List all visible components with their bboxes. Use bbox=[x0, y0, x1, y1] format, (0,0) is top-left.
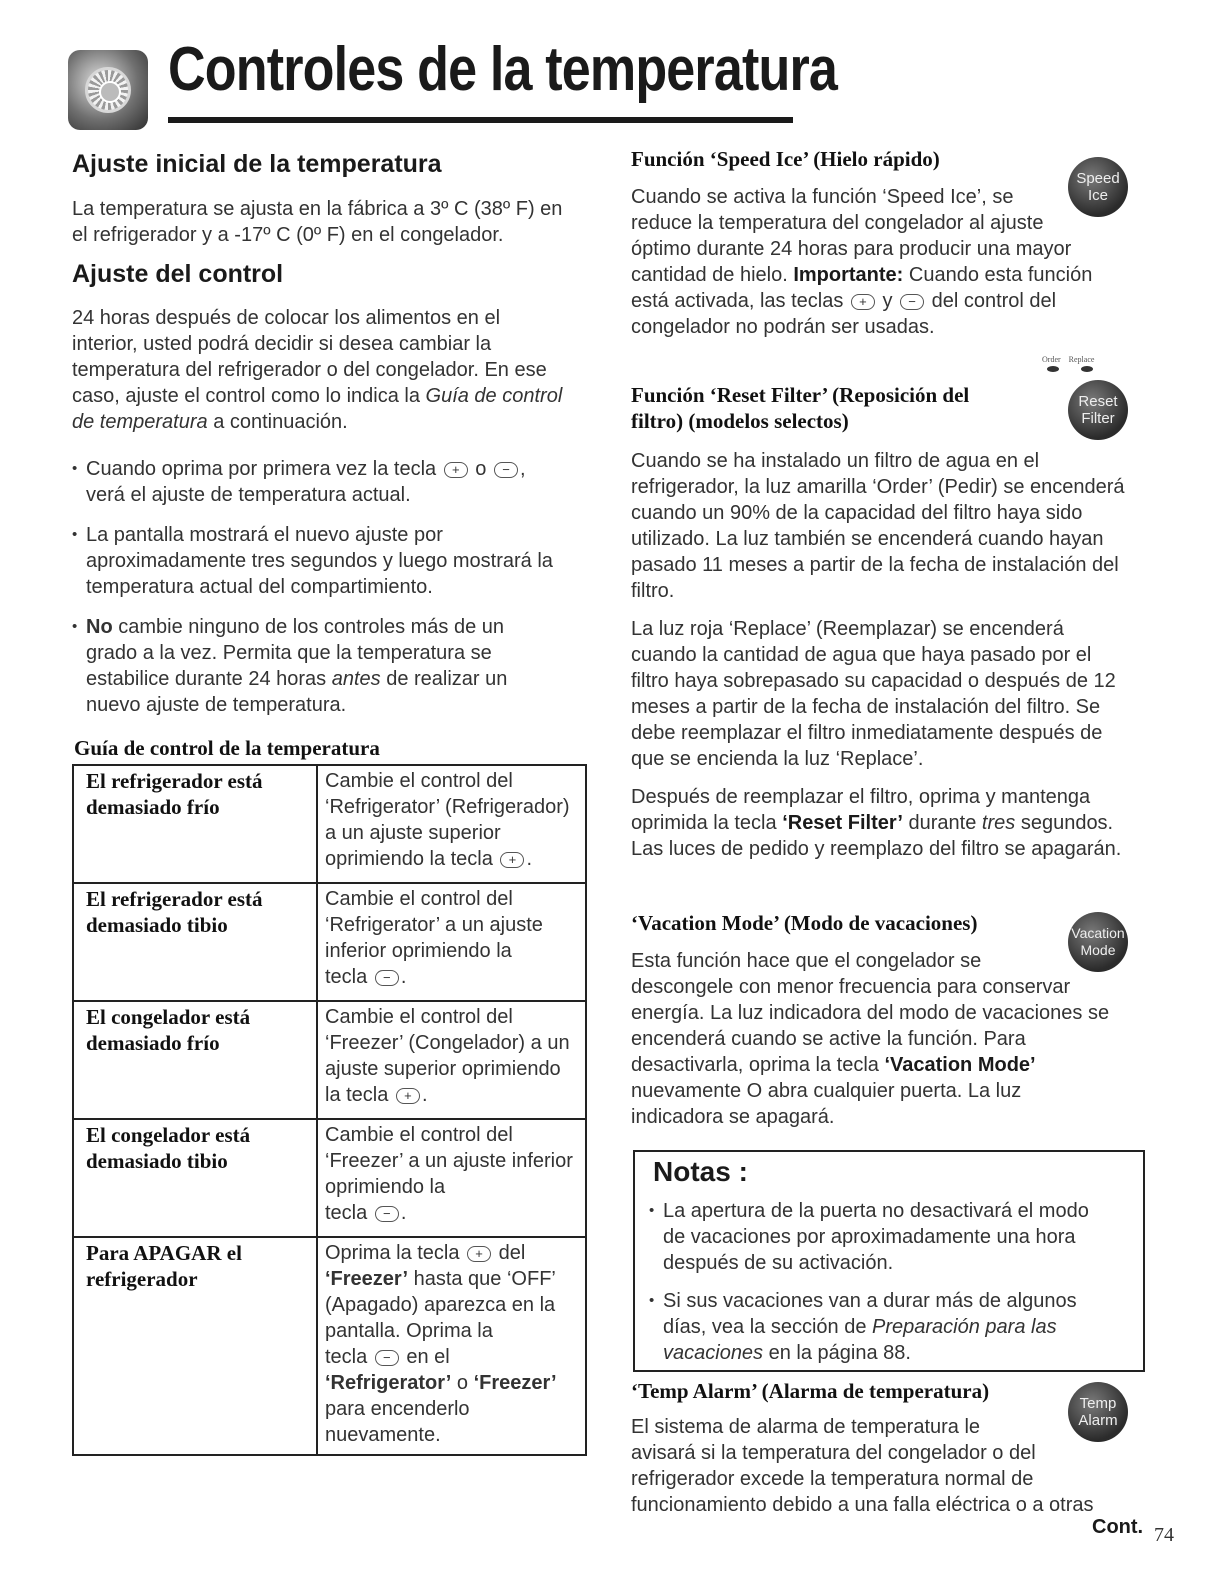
minus-key-icon: − bbox=[900, 294, 924, 310]
condition-cell: El congelador está demasiado frío bbox=[73, 1001, 317, 1119]
vacation-mode-button-icon: Vacation Mode bbox=[1068, 912, 1128, 972]
action-cell: Cambie el control del ‘Freezer’ (Congelador) a un ajuste superior oprimiendo la tecla + . bbox=[317, 1001, 586, 1119]
minus-key-icon: − bbox=[375, 1350, 399, 1366]
table-row bbox=[73, 1001, 586, 1119]
plus-key-icon: + bbox=[444, 462, 468, 478]
plus-key-icon: + bbox=[500, 852, 524, 868]
minus-key-icon: − bbox=[375, 970, 399, 986]
plus-key-icon: + bbox=[851, 294, 875, 310]
minus-key-icon: − bbox=[375, 1206, 399, 1222]
guide-heading: Guía de control de la temperatura bbox=[74, 736, 380, 760]
table-row bbox=[73, 765, 586, 883]
action-cell: Cambie el control del ‘Refrigerator’ a un ajuste inferior oprimiendo la tecla − . bbox=[317, 883, 586, 1001]
condition-cell: El congelador está demasiado tibio bbox=[73, 1119, 317, 1237]
list-item: • Si sus vacaciones van a durar más de algunos días, vea la sección de Preparación para las vacaciones en la página 88. bbox=[649, 1288, 1139, 1366]
temperature-guide-table bbox=[72, 764, 587, 1456]
notes-box bbox=[633, 1150, 1145, 1372]
temp-alarm-heading: ‘Temp Alarm’ (Alarma de temperatura) bbox=[631, 1379, 990, 1403]
continued-label: Cont. bbox=[1092, 1516, 1144, 1538]
list-item: • La apertura de la puerta no desactivará el modo de vacaciones por aproximadamente una hora después de su activación. bbox=[649, 1198, 1139, 1276]
temp-alarm-text: El sistema de alarma de temperatura le avisará si la temperatura del congelador o del refrigerador excede la temperatura normal de funcionamiento debido a una falla eléctrica o a otras bbox=[631, 1416, 1094, 1516]
table-row bbox=[73, 883, 586, 1001]
list-item: • Cuando oprima por primera vez la tecla + o − , verá el ajuste de temperatura actual. bbox=[72, 456, 592, 508]
condition-cell: El refrigerador está demasiado tibio bbox=[73, 883, 317, 1001]
speed-ice-text: Cuando se activa la función ‘Speed Ice’, se reduce la temperatura del congelador al ajuste óptimo durante 24 horas para producir una mayor cantidad de hielo. Importante: Cuando esta función está activada, las teclas + y − del control del congelador no podrán ser usadas. bbox=[631, 186, 1093, 338]
heading-control-adjustment: Ajuste del control bbox=[72, 260, 284, 288]
condition-cell: El refrigerador está demasiado frío bbox=[73, 765, 317, 883]
table-row bbox=[73, 1237, 586, 1455]
speed-ice-button-icon: Speed Ice bbox=[1068, 157, 1128, 217]
order-light-icon bbox=[1047, 366, 1059, 372]
notes-title: Notas : bbox=[653, 1156, 748, 1187]
plus-key-icon: + bbox=[396, 1088, 420, 1104]
plus-key-icon: + bbox=[467, 1246, 491, 1262]
temp-alarm-button-icon: Temp Alarm bbox=[1068, 1382, 1128, 1442]
thermostat-dial-icon bbox=[68, 50, 148, 130]
action-cell: Oprima la tecla + del ‘Freezer’ hasta que ‘OFF’ (Apagado) aparezca en la pantalla. Oprima la tecla − en el ‘Refrigerator’ o ‘Freezer’ para encenderlo nuevamente. bbox=[317, 1237, 586, 1455]
notes-list bbox=[649, 1198, 1139, 1366]
table-row bbox=[73, 1119, 586, 1237]
condition-cell: Para APAGAR el refrigerador bbox=[73, 1237, 317, 1455]
initial-adjustment-text: La temperatura se ajusta en la fábrica a 3º C (38º F) en el refrigerador y a -17º C (0º F) en el congelador. bbox=[72, 198, 563, 246]
vacation-mode-text: Esta función hace que el congelador se descongele con menor frecuencia para conservar energía. La luz indicadora del modo de vacaciones se encenderá cuando se active la función. Para desactivarla, oprima la tecla ‘Vacation Mode’ nuevamente O abra cualquier puerta. La luz indicadora se apagará. bbox=[631, 950, 1110, 1128]
reset-filter-heading: Función ‘Reset Filter’ (Reposición del filtro) (modelos selectos) bbox=[631, 383, 970, 433]
reset-filter-button-icon: Reset Filter bbox=[1068, 380, 1128, 440]
action-cell: Cambie el control del ‘Freezer’ a un ajuste inferior oprimiendo la tecla − . bbox=[317, 1119, 586, 1237]
control-adjustment-text: 24 horas después de colocar los alimentos en el interior, usted podrá decidir si desea cambiar la temperatura del refrigerador o del congelador. En ese caso, ajuste el control como lo indica la Guía de control de temperatura a continuación. bbox=[72, 307, 563, 433]
reset-filter-text: Cuando se ha instalado un filtro de agua en el refrigerador, la luz amarilla ‘Order’ (Pedir) se encenderá cuando un 90% de la capacidad del filtro haya sido utilizado. La luz también se encenderá cuando hayan pasado 11 meses a partir de la fecha de instalación del filtro. La luz roja ‘Replace’ (Reemplazar) se encenderá cuando la cantidad de agua que haya pasado por el filtro haya sobrepasado su capacidad o después de 12 meses a partir de la fecha de instalación del filtro. Se debe reemplazar el filtro inmediatamente después de que se encienda la luz ‘Replace’. Después de reemplazar el filtro, oprima y mantenga oprimida la tecla ‘Reset Filter’ durante tres segundos. Las luces de pedido y reemplazo del filtro se apagarán. bbox=[631, 450, 1125, 860]
heading-initial-adjustment: Ajuste inicial de la temperatura bbox=[72, 150, 442, 178]
list-item: • La pantalla mostrará el nuevo ajuste por aproximadamente tres segundos y luego mostrará la temperatura actual del compartimiento. bbox=[72, 522, 592, 600]
filter-indicator-lights: Order Replace bbox=[1042, 355, 1094, 374]
minus-key-icon: − bbox=[494, 462, 518, 478]
adjustment-bullet-list bbox=[72, 456, 592, 718]
speed-ice-heading: Función ‘Speed Ice’ (Hielo rápido) bbox=[631, 147, 940, 171]
action-cell: Cambie el control del ‘Refrigerator’ (Refrigerador) a un ajuste superior oprimiendo la tecla + . bbox=[317, 765, 586, 883]
list-item: • No cambie ninguno de los controles más de un grado a la vez. Permita que la temperatura se estabilice durante 24 horas antes de realizar un nuevo ajuste de temperatura. bbox=[72, 614, 592, 718]
page-title: Controles de la temperatura bbox=[168, 35, 838, 104]
page-number: 74 bbox=[1154, 1524, 1174, 1546]
replace-light-icon bbox=[1081, 366, 1093, 372]
vacation-mode-heading: ‘Vacation Mode’ (Modo de vacaciones) bbox=[631, 911, 978, 935]
title-underline bbox=[168, 117, 793, 123]
